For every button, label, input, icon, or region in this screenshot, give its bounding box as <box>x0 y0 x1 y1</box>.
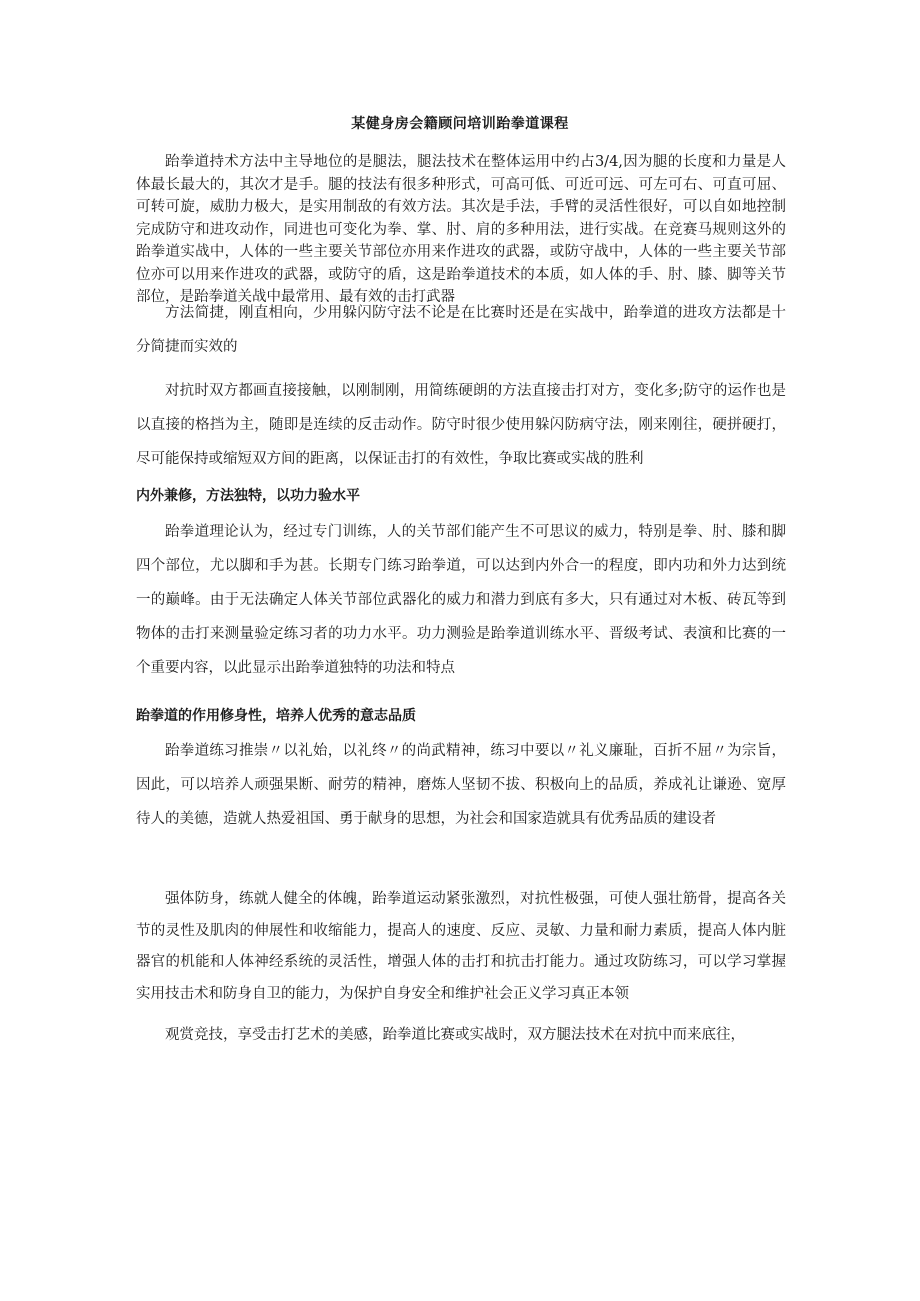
document-title: 某健身房会籍顾问培训跆拳道课程 <box>351 116 569 132</box>
paragraph-direct-contact: 对抗时双方都画直接接触，以刚制刚，用简练硬朗的方法直接击打对方，变化多;防守的运作也是以直接的格挡为主，随即是连续的反击动作。防守时很少使用躲闪防病守法，刚来刚往，硬拼硬打，尽可能保持或缩短双方间的距离，以保证击打的有效性，争取比赛或实战的胜利 <box>136 383 786 467</box>
paragraph-etiquette-spirit: 跆拳道练习推崇〃以礼始，以礼终〃的尚武精神，练习中要以〃礼义廉耻，百折不屈〃为宗旨，因此，可以培养人顽强果断、耐劳的精神，磨炼人坚韧不拔、积极向上的品质，养成礼让谦逊、宽厚待人的美德，造就人热爱祖国、勇于献身的思想，为社会和国家造就具有优秀品质的建设者 <box>136 743 786 827</box>
paragraph-physical-fitness: 强体防身，练就人健全的体魄，跆拳道运动紧张激烈，对抗性极强，可使人强壮筋骨，提高各关节的灵性及肌肉的伸展性和收缩能力，提高人的速度、反应、灵敏、力量和耐力素质，提高人体内脏器官的机能和人体神经系统的灵活性，增强人体的击打和抗击打能力。通过攻防练习，可以学习掌握实用技击术和防身自卫的能力，为保护自身安全和维护社会正义学习真正本领 <box>136 891 786 1002</box>
paragraph-leg-technique: 跆拳道持术方法中主导地位的是腿法，腿法技术在整体运用中约占3/4,因为腿的长度和力量是人体最长最大的，其次才是手。腿的技法有很多种形式，可高可低、可近可远、可左可右、可直可屈、可转可旋，威肋力极大，是实用制敌的有效方法。其次是手法，手臂的灵活性很好，可以自如地控制完成防守和进攻动作，同进也可变化为拳、掌、肘、肩的多种用法，进行实战。在竞赛马规则这外的跆拳道实战中，人体的一些主要关节部位亦用来作进攻的武器，或防守战中，人体的一些主要关节部位亦可以用来作进攻的武器，或防守的盾，这是跆拳道技术的本质，如人体的手、肘、膝、脚等关节部位，是跆拳道关战中最常用、最有效的击打武器 <box>136 154 786 305</box>
section-heading-character: 跆拳道的作用修身性，培养人优秀的意志品质 <box>136 708 416 724</box>
paragraph-joint-power: 跆拳道理论认为，经过专门训练，人的关节部们能产生不可思议的威力，特别是拳、肘、膝和脚四个部位，尤以脚和手为甚。长期专门练习跆拳道，可以达到内外合一的程度，即内功和外力达到统一的巅峰。由于无法确定人体关节部位武器化的威力和潜力到底有多大，只有通过对木板、砖瓦等到物体的击打来测量验定练习者的功力水平。功力测验是跆拳道训练水平、晋级考试、表演和比赛的一个重要内容，以此显示出跆拳道独特的功法和特点 <box>136 524 786 676</box>
paragraph-simple-methods: 方法简捷，刚直相向，少用躲闪防守法不论是在比赛时还是在实战中，跆拳道的进攻方法都是十分简捷而实效的 <box>136 305 786 355</box>
section-heading-inner-outer: 内外兼修，方法独特，以功力验水平 <box>136 488 360 504</box>
paragraph-spectator-sport: 观赏竞技，享受击打艺术的美感，跆拳道比赛或实战时，双方腿法技术在对抗中而来底往， <box>165 1027 745 1043</box>
